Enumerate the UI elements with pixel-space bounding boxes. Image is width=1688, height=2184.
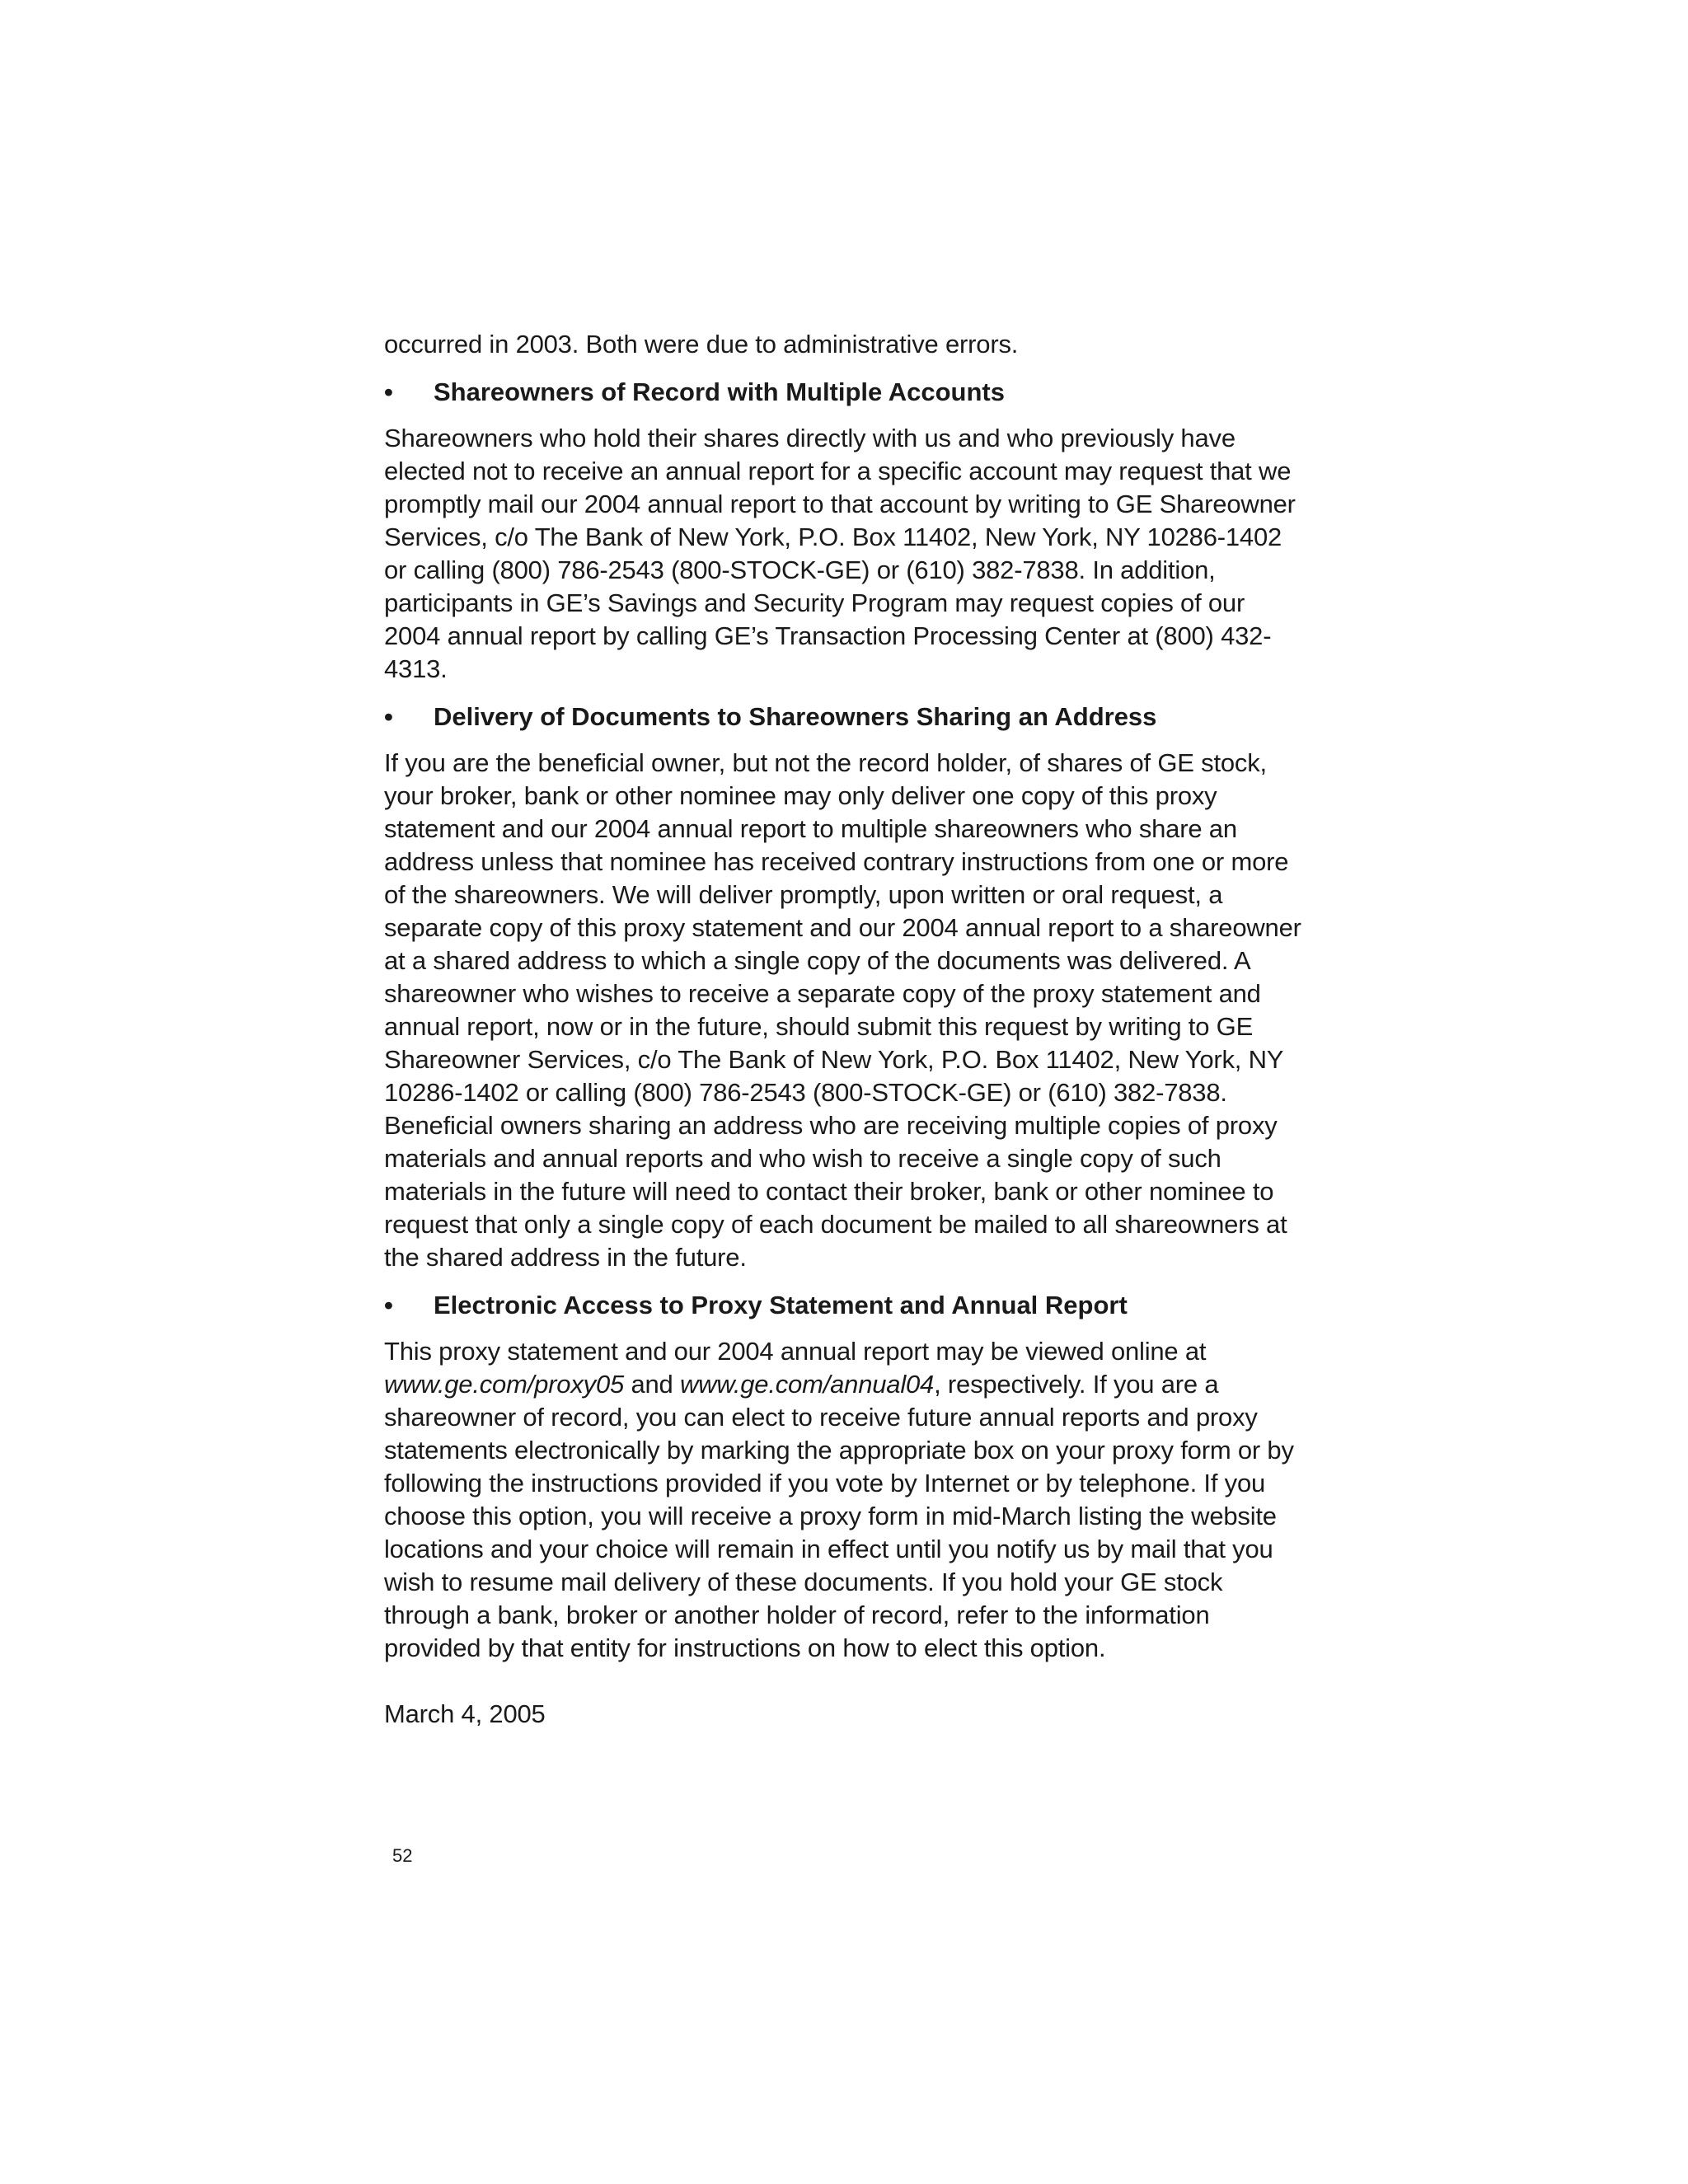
bullet-icon: • — [384, 702, 393, 731]
section-heading-text: Electronic Access to Proxy Statement and Annual Report — [434, 1291, 1128, 1319]
document-body — [384, 328, 1307, 1731]
body-text: This proxy statement and our 2004 annual report may be viewed online at — [384, 1337, 1207, 1366]
section-heading-sharing-address — [384, 701, 1307, 733]
section-body-electronic-access — [384, 1335, 1307, 1665]
section-body-multiple-accounts: Shareowners who hold their shares directly with us and who previously have elected not to receive an annual report for a specific account may request that we promptly mail our 2004 annual report to that account by writing to GE Shareowner Services, c/o The Bank of New York, P.O. Box 11402, New York, NY 10286-1402 or calling (800) 786-2543 (800-STOCK-GE) or (610) 382-7838. In addition, participants in GE’s Savings and Security Program may request copies of our 2004 annual report by calling GE’s Transaction Processing Center at (800) 432-4313. — [384, 424, 1296, 683]
body-text: and — [624, 1370, 680, 1399]
bullet-icon: • — [384, 377, 393, 406]
intro-paragraph: occurred in 2003. Both were due to administrative errors. — [384, 330, 1019, 359]
body-text: , respectively. If you are a shareowner of record, you can elect to receive future annual reports and proxy statements electronically by marking the appropriate box on your proxy form or by following the instructions provided if you vote by Internet or by telephone. If you choose this option, you will receive a proxy form in mid-March listing the website locations and your choice will remain in effect until you notify us by mail that you wish to resume mail delivery of these documents. If you hold your GE stock through a bank, broker or another holder of record, refer to the information provided by that entity for instructions on how to elect this option. — [384, 1370, 1294, 1662]
bullet-icon: • — [384, 1291, 393, 1319]
section-heading-multiple-accounts — [384, 376, 1307, 409]
section-heading-text: Shareowners of Record with Multiple Accounts — [434, 377, 1005, 406]
annual-report-url-link[interactable]: www.ge.com/annual04 — [679, 1370, 935, 1399]
page-number: 52 — [392, 1845, 413, 1866]
section-heading-text: Delivery of Documents to Shareowners Sharing an Address — [434, 702, 1157, 731]
proxy-url-link[interactable]: www.ge.com/proxy05 — [384, 1370, 625, 1399]
section-body-sharing-address: If you are the beneficial owner, but not the record holder, of shares of GE stock, your broker, bank or other nominee may only deliver one copy of this proxy statement and our 2004 annual report to multiple shareowners who share an address unless that nominee has received contrary instructions from one or more of the shareowners. We will deliver promptly, upon written or oral request, a separate copy of this proxy statement and our 2004 annual report to a shareowner at a shared address to which a single copy of the documents was delivered. A shareowner who wishes to receive a separate copy of the proxy statement and annual report, now or in the future, should submit this request by writing to GE Shareowner Services, c/o The Bank of New York, P.O. Box 11402, New York, NY 10286-1402 or calling (800) 786-2543 (800-STOCK-GE) or (610) 382-7838. Beneficial owners sharing an address who are receiving multiple copies of proxy materials and annual reports and who wish to receive a single copy of such materials in the future will need to contact their broker, bank or other nominee to request that only a single copy of each document be mailed to all shareowners at the shared address in the future. — [384, 748, 1301, 1272]
document-date: March 4, 2005 — [384, 1699, 546, 1728]
section-heading-electronic-access — [384, 1289, 1307, 1322]
